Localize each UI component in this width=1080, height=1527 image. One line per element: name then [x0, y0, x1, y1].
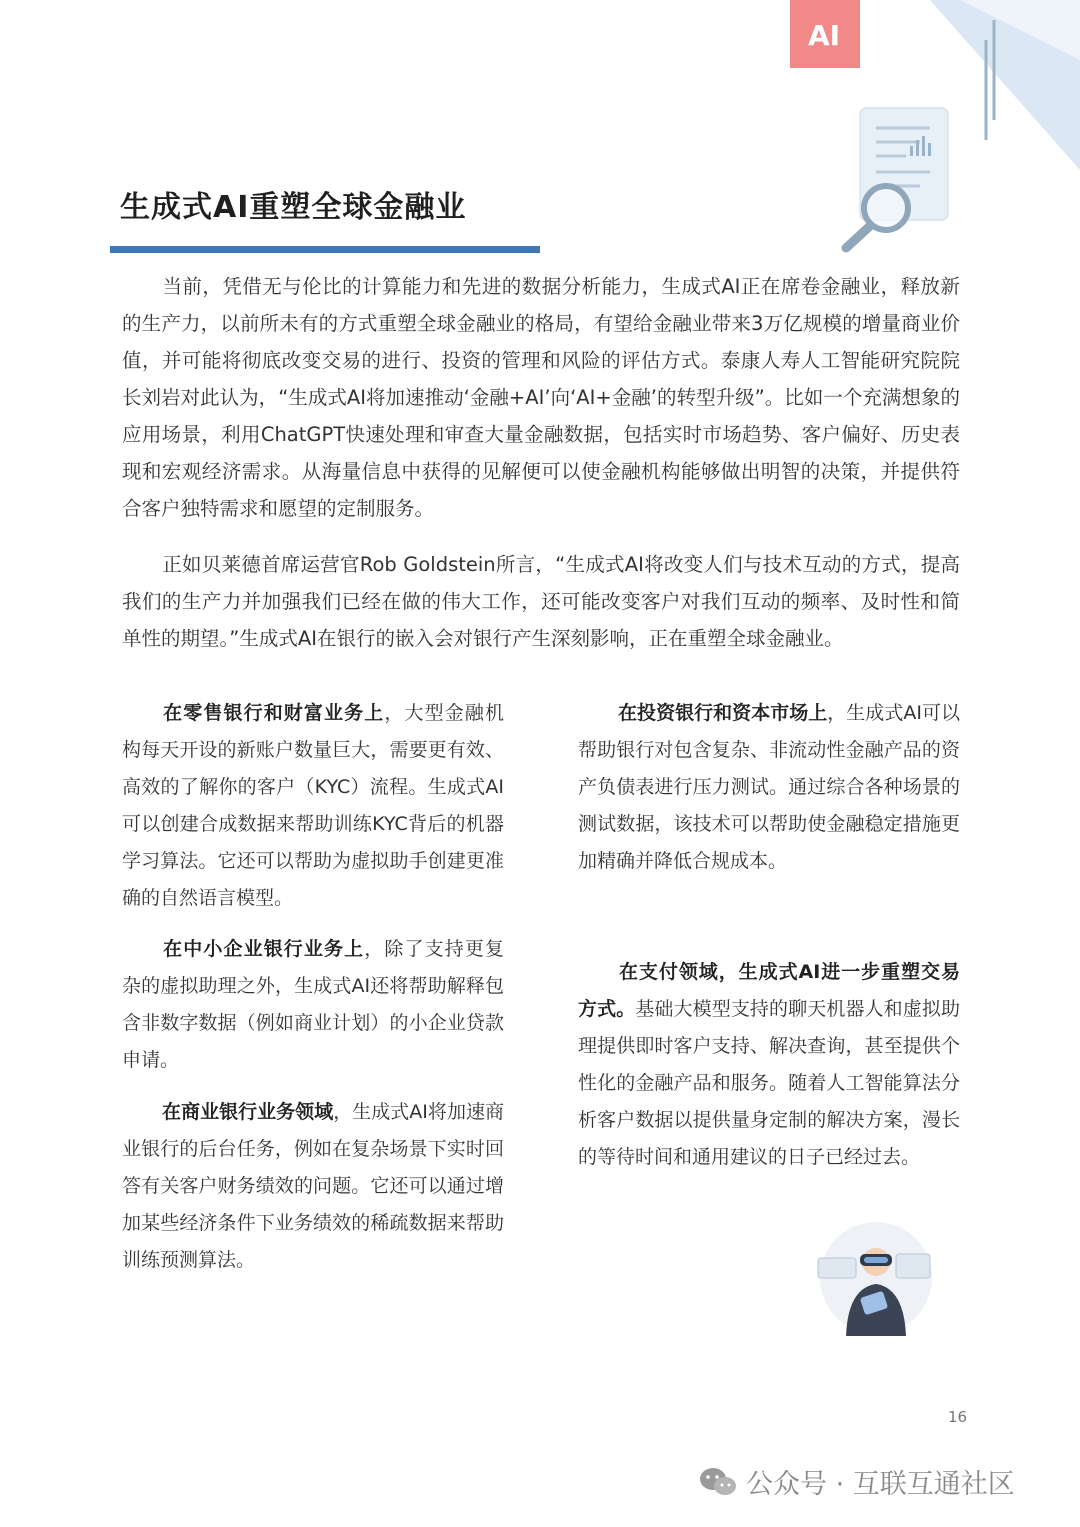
page-number: 16: [948, 1408, 968, 1426]
wechat-icon: [698, 1465, 738, 1499]
section-body: ，大型金融机构每天开设的新账户数量巨大，需要更有效、高效的了解你的客户（KYC）流程。生成式AI可以创建合成数据来帮助训练KYC背后的机器学习算法。它还可以帮助为虚拟助手创建更准确的自然语言模型。: [122, 702, 504, 909]
section-body: ，除了支持更复杂的虚拟助理之外，生成式AI还将帮助解释包含非数字数据（例如商业计划）的小企业贷款申请。: [122, 938, 504, 1071]
section-lead: 在投资银行和资本市场上: [618, 702, 828, 724]
intro-paragraph: [122, 268, 960, 527]
title-underline: [110, 246, 540, 253]
intro-paragraph: [122, 546, 960, 657]
ai-document-illustration: [780, 0, 1080, 260]
ai-badge-text: AI: [807, 19, 841, 52]
section-lead: 在支付领域，生成式AI进一步重塑交易方式。: [578, 961, 960, 1020]
section-lead: 在中小企业银行业务上: [162, 938, 365, 960]
section-body: ，生成式AI可以帮助银行对包含复杂、非流动性金融产品的资产负债表进行压力测试。通过综合各种场景的测试数据，该技术可以帮助使金融稳定措施更加精确并降低合规成本。: [578, 702, 960, 872]
section-lead: 在零售银行和财富业务上: [162, 702, 385, 724]
section-body: 基础大模型支持的聊天机器人和虚拟助理提供即时客户支持、解决查询，甚至提供个性化的金融产品和服务。随着人工智能算法分析客户数据以提供量身定制的解决方案，漫长的等待时间和通用建议的日子已经过去。: [578, 998, 960, 1168]
vr-user-illustration: [812, 1218, 940, 1338]
section-sme-banking: [122, 931, 504, 1079]
section-retail-banking: [122, 695, 504, 917]
intro-paragraph-text: 当前，凭借无与伦比的计算能力和先进的数据分析能力，生成式AI正在席卷金融业，释放新的生产力，以前所未有的方式重塑全球金融业的格局，有望给金融业带来3万亿规模的增量商业价值，并可能将彻底改变交易的进行、投资的管理和风险的评估方式。泰康人寿人工智能研究院院长刘岩对此认为，“生成式AI将加速推动‘金融+AI’向‘AI+金融’的转型升级”。比如一个充满想象的应用场景，利用ChatGPT快速处理和审查大量金融数据，包括实时市场趋势、客户偏好、历史表现和宏观经济需求。从海量信息中获得的见解便可以使金融机构能够做出明智的决策，并提供符合客户独特需求和愿望的定制服务。: [122, 275, 960, 520]
footer-label: 公众号 · 互联互通社区: [746, 1469, 1015, 1500]
section-payments: [578, 954, 960, 1176]
section-investment-banking: [578, 695, 960, 880]
page-title: 生成式AI重塑全球金融业: [120, 190, 467, 225]
footer-watermark: [698, 1462, 1015, 1501]
section-body: ，生成式AI将加速商业银行的后台任务，例如在复杂场景下实时回答有关客户财务绩效的问题。它还可以通过增加某些经济条件下业务绩效的稀疏数据来帮助训练预测算法。: [122, 1101, 504, 1271]
section-lead: 在商业银行业务领域: [162, 1101, 334, 1123]
section-commercial-banking: [122, 1094, 504, 1279]
intro-paragraph-text: 正如贝莱德首席运营官Rob Goldstein所言，“生成式AI将改变人们与技术互动的方式，提高我们的生产力并加强我们已经在做的伟大工作，还可能改变客户对我们互动的频率、及时性和简单性的期望。”生成式AI在银行的嵌入会对银行产生深刻影响，正在重塑全球金融业。: [122, 553, 960, 650]
